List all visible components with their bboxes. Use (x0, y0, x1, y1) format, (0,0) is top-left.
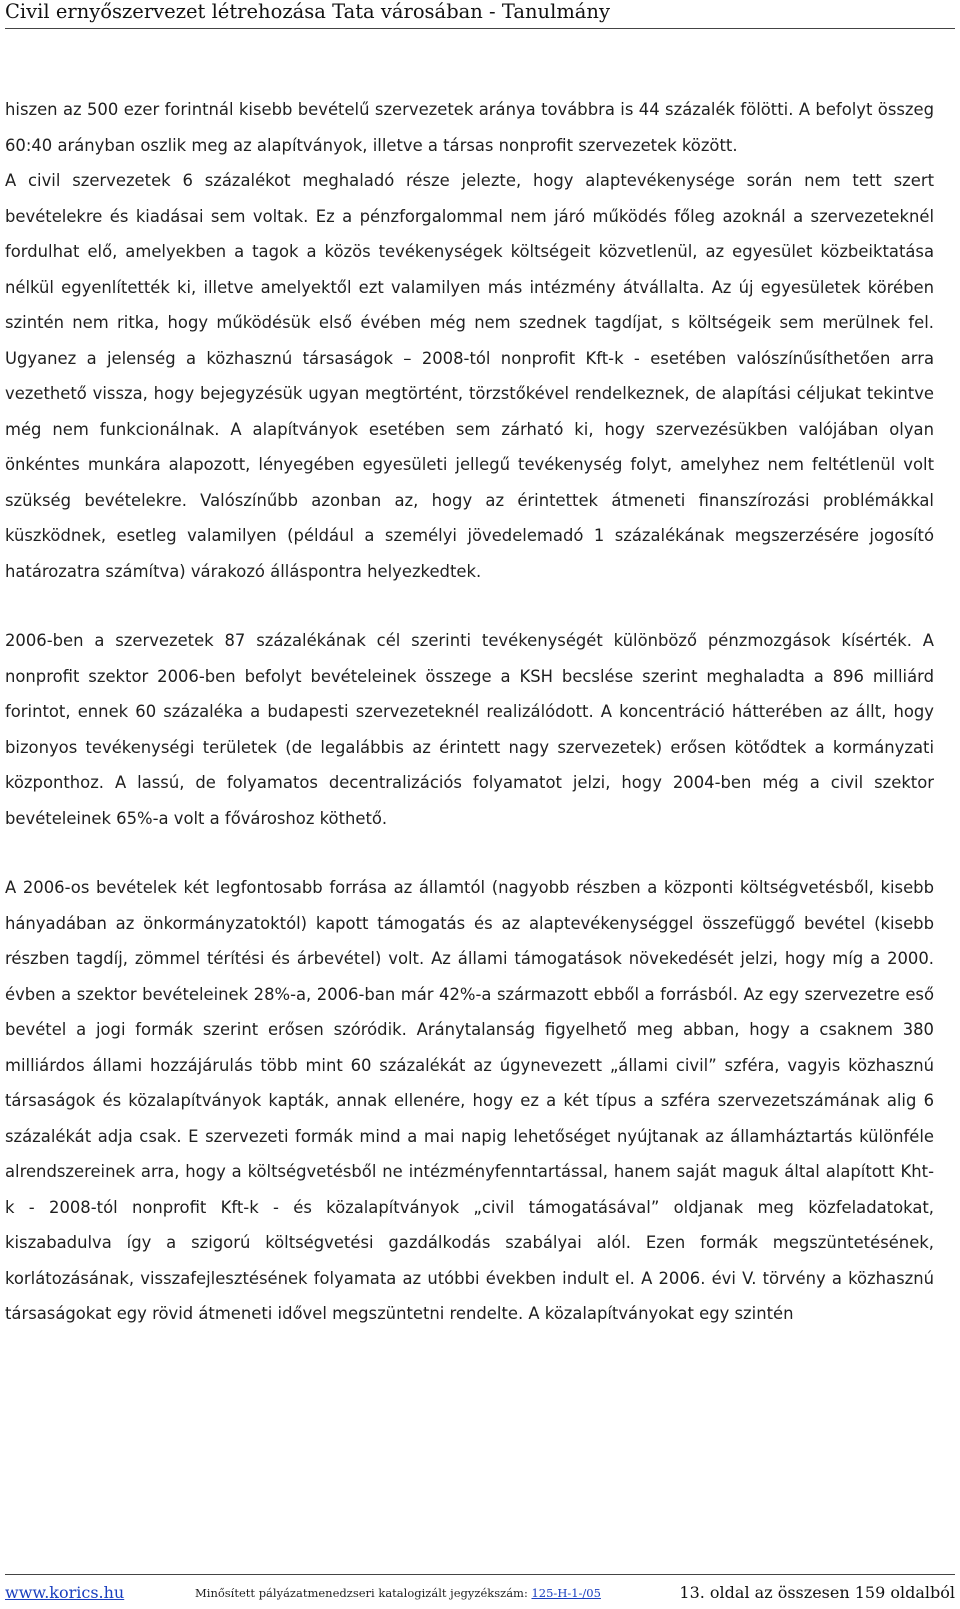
page-footer (5, 1574, 955, 1605)
page-number: 13. oldal az összesen 159 oldalból (679, 1583, 955, 1602)
page-header (5, 0, 955, 29)
site-link[interactable]: www.korics.hu (5, 1583, 125, 1602)
registry-label: Minősített pályázatmenedzseri katalogizált jegyzékszám: (195, 1586, 532, 1600)
document-body (5, 92, 934, 1332)
paragraph: 2006-ben a szervezetek 87 százalékának cél szerinti tevékenységét különböző pénzmozgások kísérték. A nonprofit szektor 2006-ben befolyt bevételeinek összege a KSH becslése szerint meghaladta a 896 milliárd forintot, ennek 60 százaléka a budapesti szervezeteknél realizálódott. A koncentráció hátterében az állt, hogy bizonyos tevékenységi területek (de legalábbis az érintett nagy szervezetek) erősen kötődtek a kormányzati központhoz. A lassú, de folyamatos decentralizációs folyamatot jelzi, hogy 2004-ben még a civil szektor bevételeinek 65%-a volt a fővároshoz köthető. (5, 631, 934, 828)
paragraph: A 2006-os bevételek két legfontosabb forrása az államtól (nagyobb részben a központi költségvetésből, kisebb hányadában az önkormányzatoktól) kapott támogatás és az alaptevékenységgel összefüggő bevétel (kisebb részben tagdíj, zömmel térítési és árbevétel) volt. Az állami támogatások növekedését jelzi, hogy míg a 2000. évben a szektor bevételeinek 28%-a, 2006-ban már 42%-a származott ebből a forrásból. Az egy szervezetre eső bevétel a jogi formák szerint erősen szóródik. Aránytalanság figyelhető meg abban, hogy a csaknem 380 milliárdos állami hozzájárulás több mint 60 százalékát az úgynevezett „állami civil” szféra, vagyis közhasznú társaságok és közalapítványok kapták, annak ellenére, hogy ez a két típus a szféra szervezetszámának alig 6 százalékát adja csak. E szervezeti formák mind a mai napig lehetőséget nyújtanak az államháztartás különféle alrendszereinek arra, hogy a költségvetésből ne intézményfenntartással, hanem saját maguk által alapított Kht-k - 2008-tól nonprofit Kft-k - és közalapítványok „civil támogatásával” oldjanak meg közfeladatokat, kiszabadulva így a szigorú költségvetési gazdálkodás szabályai alól. Ezen formák megszüntetésének, korlátozásának, visszafejlesztésének folyamata az utóbbi években indult el. A 2006. évi V. törvény a közhasznú társaságokat egy rövid átmeneti idővel megszüntetni rendelte. A közalapítványokat egy szintén (5, 878, 934, 1323)
paragraph: A civil szervezetek 6 százalékot meghaladó része jelezte, hogy alaptevékenysége során nem tett szert bevételekre és kiadásai sem voltak. Ez a pénzforgalommal nem járó működés főleg azoknál a szervezeteknél fordulhat elő, amelyekben a tagok a közös tevékenységek költségeit közvetlenül, az egyesület közbeiktatása nélkül egyenlítették ki, illetve amelyektől ezt valamilyen más intézmény átvállalta. Az új egyesületek körében szintén nem ritka, hogy működésük első évében még nem szednek tagdíjat, s költségeik sem merülnek fel. Ugyanez a jelenség a közhasznú társaságok – 2008-tól nonprofit Kft-k - esetében valószínűsíthetően arra vezethető vissza, hogy bejegyzésük ugyan megtörtént, törzstőkével rendelkeznek, de alapítási céljukat tekintve még nem funkcionálnak. A alapítványok esetében sem zárható ki, hogy szervezésükben valójában olyan önkéntes munkára alapozott, lényegében egyesületi jellegű tevékenység folyt, amelyhez nem feltétlenül volt szükség bevételekre. Valószínűbb azonban az, hogy az érintettek átmeneti finanszírozási problémákkal küszködnek, esetleg valamilyen (például a személyi jövedelemadó 1 százalékának megszerzésére jogosító határozatra számítva) várakozó álláspontra helyezkedtek. (5, 171, 934, 581)
registry-note (195, 1586, 601, 1600)
document-title: Civil ernyőszervezet létrehozása Tata városában - Tanulmány (5, 0, 611, 23)
registry-number-link[interactable]: 125-H-1-/05 (531, 1586, 601, 1600)
paragraph: hiszen az 500 ezer forintnál kisebb bevételű szervezetek aránya továbbra is 44 százalék fölötti. A befolyt összeg 60:40 arányban oszlik meg az alapítványok, illetve a társas nonprofit szervezetek között. (5, 100, 934, 155)
